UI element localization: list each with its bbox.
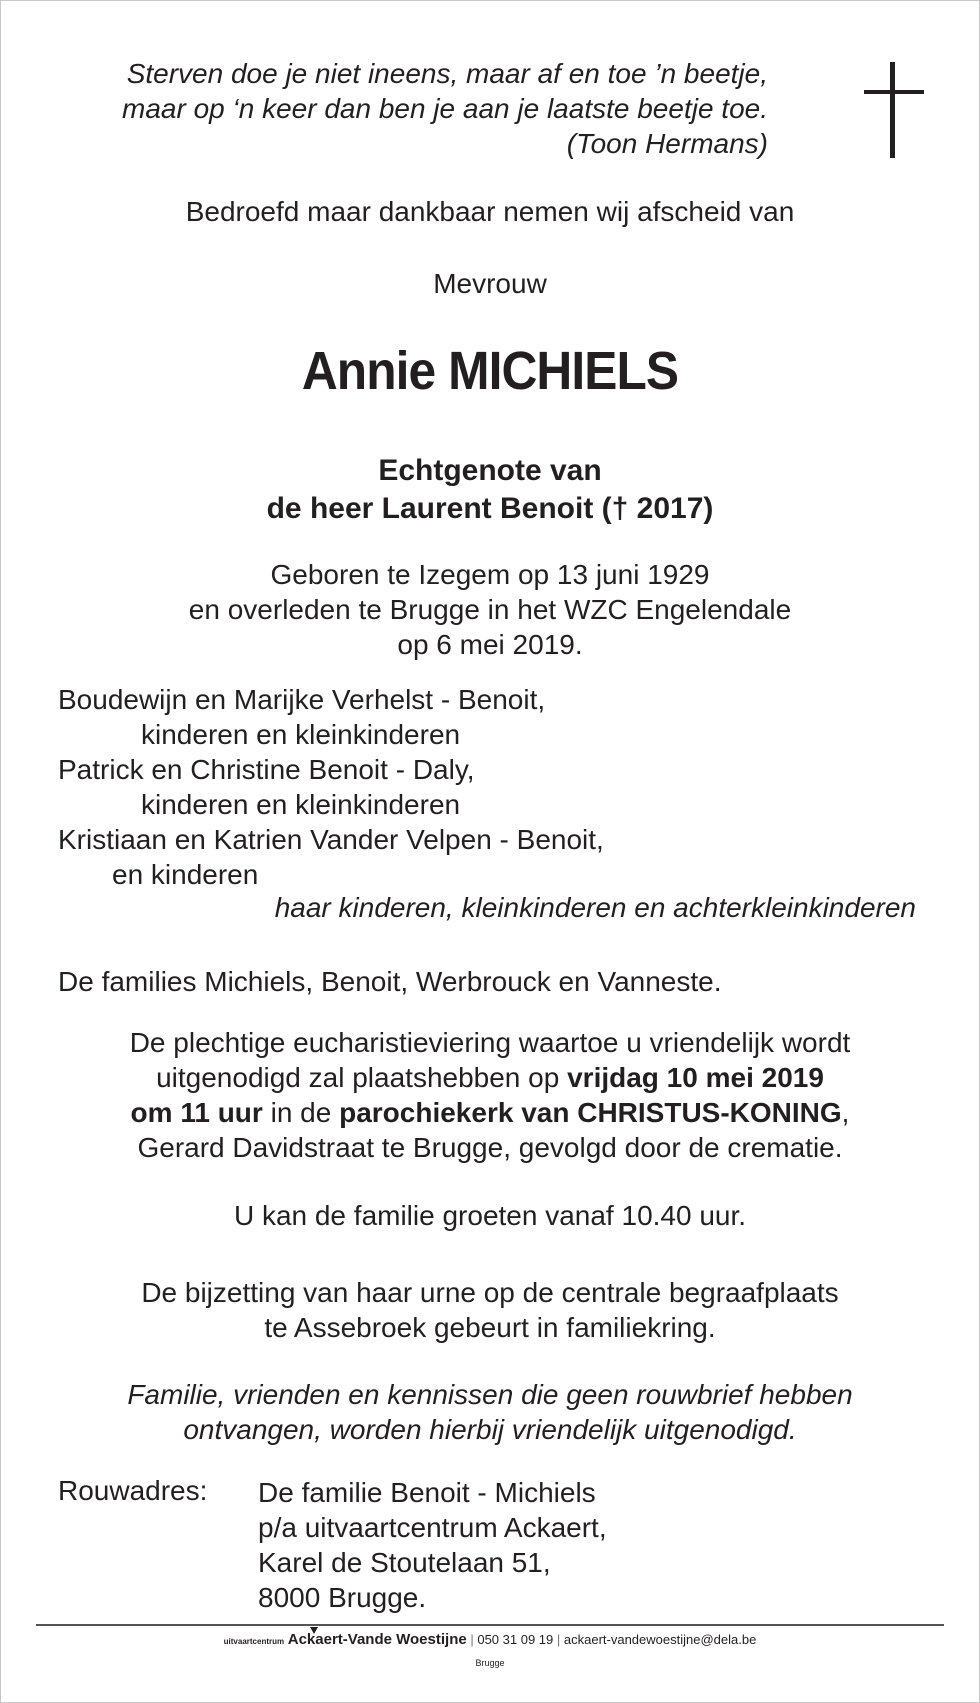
quote-line-2: maar op ‘n keer dan ben je aan je laatste beetje toe. — [122, 93, 768, 124]
family-entry-3: Kristiaan en Katrien Vander Velpen - Benoit, — [58, 824, 604, 855]
quote-line-1: Sterven doe je niet ineens, maar af en toe ’n beetje, — [126, 58, 768, 89]
death-date-line: op 6 mei 2019. — [397, 629, 583, 660]
birth-line: Geboren te Izegem op 13 juni 1929 — [270, 559, 710, 590]
families-line: De families Michiels, Benoit, Werbrouck en Vanneste. — [58, 966, 722, 997]
funeral-home-footer: uitvaartcentrum Ackaert-Vande Woestijne | 050 31 09 19 | ackaert-vandewoestijne@dela.be — [223, 1631, 757, 1648]
address-line-4: 8000 Brugge. — [258, 1582, 427, 1613]
notice-line-2: ontvangen, worden hierbij vriendelijk uitgenodigd. — [183, 1414, 797, 1445]
spouse-info — [0, 452, 980, 528]
ceremony-line-4: Gerard Davidstraat te Brugge, gevolgd door de crematie. — [137, 1132, 843, 1163]
interment-info — [0, 1275, 980, 1345]
footer-divider — [36, 1624, 944, 1626]
death-line: en overleden te Brugge in het WZC Engelendale — [188, 594, 792, 625]
family-entry-2: Patrick en Christine Benoit - Daly, — [58, 754, 475, 785]
address-line-3: Karel de Stoutelaan 51, — [258, 1547, 551, 1578]
cross-icon — [864, 62, 924, 158]
ceremony-time: om 11 uur — [130, 1097, 263, 1128]
family-entry-3-sub: en kinderen — [112, 859, 259, 890]
footer-email: ackaert-vandewoestijne@dela.be — [563, 1632, 757, 1647]
interment-line-2: te Assebroek gebeurt in familiekring. — [264, 1312, 716, 1343]
interment-line-1: De bijzetting van haar urne op de centrale begraafplaats — [141, 1277, 839, 1308]
notice-line-1: Familie, vrienden en kennissen die geen rouwbrief hebben — [127, 1379, 853, 1410]
ceremony-line-1: De plechtige eucharistieviering waartoe u vriendelijk wordt — [129, 1027, 851, 1058]
footer-small-label: uitvaartcentrum — [223, 1637, 285, 1646]
footer-city: Brugge — [475, 1658, 505, 1668]
family-entry-2-sub: kinderen en kleinkinderen — [141, 789, 461, 820]
ceremony-line-3: om 11 uur in de parochiekerk van CHRISTUS-KONING, — [130, 1097, 850, 1128]
ceremony-line-2: uitgenodigd zal plaatshebben op vrijdag 10 mei 2019 — [156, 1062, 824, 1093]
greeting-time: U kan de familie groeten vanaf 10.40 uur. — [233, 1200, 747, 1231]
deceased-name: Annie MICHIELS — [301, 341, 679, 401]
address-line-1: De familie Benoit - Michiels — [258, 1477, 596, 1508]
family-entry-1-sub: kinderen en kleinkinderen — [141, 719, 461, 750]
family-entry-1: Boudewijn en Marijke Verhelst - Benoit, — [58, 684, 546, 715]
address-line-2: p/a uitvaartcentrum Ackaert, — [258, 1512, 607, 1543]
quote-author: (Toon Hermans) — [566, 128, 768, 159]
spouse-line-2: de heer Laurent Benoit († 2017) — [266, 492, 714, 525]
ceremony-info — [0, 1025, 980, 1165]
spouse-line-1: Echtgenote van — [378, 454, 602, 487]
quote — [58, 56, 768, 161]
honorific: Mevrouw — [433, 268, 547, 299]
intro-text: Bedroefd maar dankbaar nemen wij afscheid van — [185, 196, 795, 227]
address-label: Rouwadres: — [58, 1475, 208, 1506]
mourning-address — [258, 1475, 607, 1615]
funeral-home-name: Ackaert-Vande Woestijne — [287, 1631, 467, 1648]
birth-death-info — [0, 557, 980, 662]
ceremony-church: parochiekerk van CHRISTUS-KONING — [339, 1097, 842, 1128]
ceremony-date: vrijdag 10 mei 2019 — [567, 1062, 824, 1093]
footer-phone: 050 31 09 19 — [477, 1632, 554, 1647]
invitation-notice — [0, 1377, 980, 1447]
family-summary: haar kinderen, kleinkinderen en achterkleinkinderen — [274, 892, 916, 923]
family-list — [58, 682, 604, 892]
